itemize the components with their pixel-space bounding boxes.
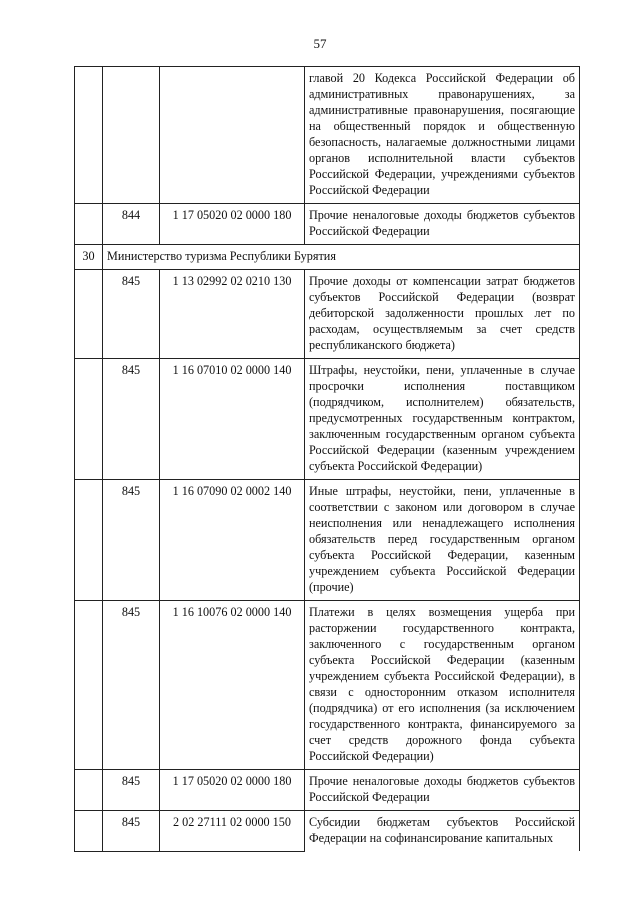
description-cell: Прочие неналоговые доходы бюджетов субъектов Российской Федерации (305, 770, 580, 811)
description-cell: главой 20 Кодекса Российской Федерации об административных правонарушениях, за административные правонарушения, посягающие на общественный порядок и общественную безопасность, налагаемые должностными лицами органов исполнительной власти субъектов Российской Федерации, учреждениями субъектов Российской Федерации (305, 67, 580, 204)
admin-code-cell: 845 (103, 359, 160, 480)
admin-code-cell: 844 (103, 204, 160, 245)
description-cell: Штрафы, неустойки, пени, уплаченные в случае просрочки исполнения поставщиком (подрядчиком, исполнителем) обязательств, предусмотренных государственным контрактом, заключенным государственным органом субъекта Российской Федерации (казенным учреждением субъекта Российской Федерации) (305, 359, 580, 480)
budget-code-cell: 1 16 07090 02 0002 140 (160, 480, 305, 601)
row-number-cell (75, 601, 103, 770)
admin-code-cell (103, 67, 160, 204)
row-number-cell (75, 811, 103, 852)
revenue-codes-table (74, 66, 580, 852)
row-number-cell (75, 770, 103, 811)
description-cell: Субсидии бюджетам субъектов Российской Федерации на софинансирование капитальных (305, 811, 580, 852)
table-row (75, 770, 580, 811)
table-row (75, 811, 580, 852)
admin-code-cell: 845 (103, 811, 160, 852)
budget-code-cell (160, 67, 305, 204)
row-number-cell (75, 270, 103, 359)
page-number: 57 (313, 36, 327, 51)
description-cell: Платежи в целях возмещения ущерба при расторжении государственного контракта, заключенного с государственным органом субъекта Российской Федерации (казенным учреждением субъекта Российской Федерации), в связи с односторонним отказом исполнителя (подрядчика) от его исполнения (за исключением государственного контракта, финансируемого за счет средств дорожного фонда субъекта Российской Федерации) (305, 601, 580, 770)
section-number: 30 (75, 245, 103, 270)
admin-code-cell: 845 (103, 770, 160, 811)
table-row (75, 359, 580, 480)
budget-code-cell: 1 13 02992 02 0210 130 (160, 270, 305, 359)
section-title: Министерство туризма Республики Бурятия (103, 245, 580, 270)
budget-code-cell: 1 17 05020 02 0000 180 (160, 204, 305, 245)
row-number-cell (75, 359, 103, 480)
budget-code-cell: 1 16 10076 02 0000 140 (160, 601, 305, 770)
section-row (75, 245, 580, 270)
admin-code-cell: 845 (103, 601, 160, 770)
description-cell: Прочие доходы от компенсации затрат бюджетов субъектов Российской Федерации (возврат дебиторской задолженности прошлых лет по расходам, осуществляемым за счет средств республиканского бюджета) (305, 270, 580, 359)
description-cell: Иные штрафы, неустойки, пени, уплаченные в соответствии с законом или договором в случае неисполнения или ненадлежащего исполнения обязательств перед государственным органом субъекта Российской Федерации, казенным учреждением субъекта Российской Федерации (прочие) (305, 480, 580, 601)
admin-code-cell: 845 (103, 270, 160, 359)
table-row (75, 601, 580, 770)
budget-code-cell: 1 16 07010 02 0000 140 (160, 359, 305, 480)
table-row (75, 67, 580, 204)
table-row (75, 480, 580, 601)
description-cell: Прочие неналоговые доходы бюджетов субъектов Российской Федерации (305, 204, 580, 245)
table-row (75, 204, 580, 245)
admin-code-cell: 845 (103, 480, 160, 601)
budget-code-cell: 2 02 27111 02 0000 150 (160, 811, 305, 852)
table-row (75, 270, 580, 359)
row-number-cell (75, 204, 103, 245)
row-number-cell (75, 480, 103, 601)
row-number-cell (75, 67, 103, 204)
budget-code-cell: 1 17 05020 02 0000 180 (160, 770, 305, 811)
